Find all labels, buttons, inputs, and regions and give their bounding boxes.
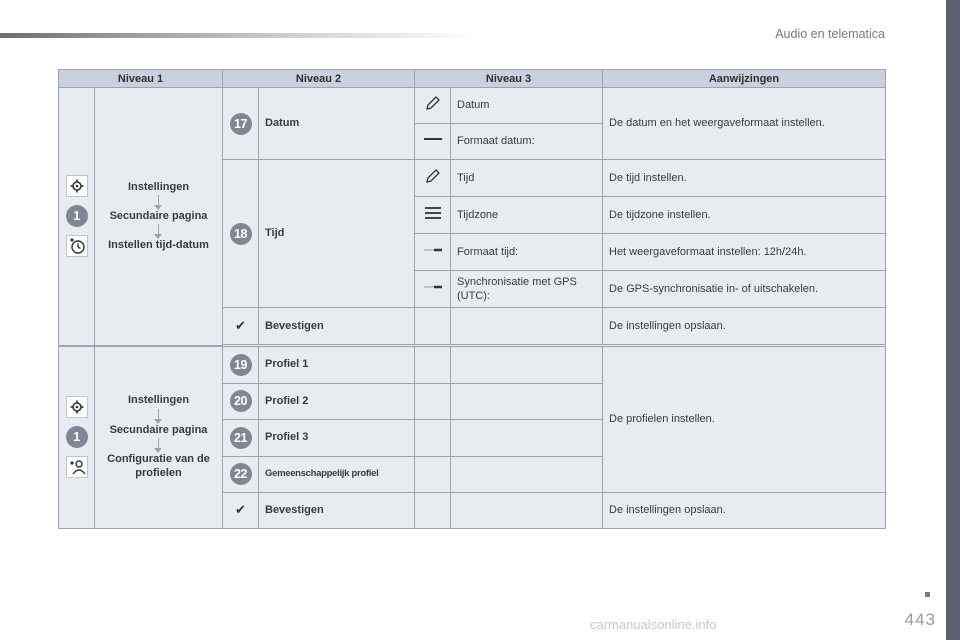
step-badge: 20 — [230, 390, 252, 412]
empty-cell — [415, 308, 451, 345]
step-number-cell — [223, 308, 259, 345]
hint-text: De instellingen opslaan. — [603, 308, 886, 345]
level2-label: Profiel 1 — [259, 346, 415, 383]
table-row — [59, 88, 886, 124]
menu-set-time-date: Instellen tijd-datum — [108, 239, 209, 252]
table-row — [59, 346, 886, 383]
hint-text: De datum en het weergaveformaat instellen. — [603, 88, 886, 160]
section-title: Audio en telematica — [775, 27, 885, 41]
empty-cell — [415, 492, 451, 528]
step-badge: 21 — [230, 427, 252, 449]
list-icon — [423, 205, 443, 221]
arrow-down-icon — [158, 409, 159, 422]
step-number-cell — [223, 456, 259, 492]
level3-icon-cell — [415, 271, 451, 308]
empty-cell — [415, 383, 451, 419]
level3-icon-cell — [415, 234, 451, 271]
step-number-cell — [223, 492, 259, 528]
empty-cell — [451, 419, 603, 456]
level2-label: Gemeenschappelijk profiel — [259, 456, 415, 492]
hint-text: De instellingen opslaan. — [603, 492, 886, 528]
step-badge: 1 — [66, 205, 88, 227]
column-header-level3: Niveau 3 — [415, 70, 603, 88]
level1-icons-cell — [59, 346, 95, 528]
empty-cell — [451, 346, 603, 383]
level2-label: Tijd — [259, 160, 415, 308]
menu-profile-configuration: Configuratie van de profielen — [107, 453, 210, 480]
line-icon — [422, 134, 444, 144]
column-header-notes: Aanwijzingen — [603, 70, 886, 88]
level3-label: Synchronisatie met GPS (UTC): — [451, 271, 603, 308]
step-number-cell — [223, 419, 259, 456]
level3-icon-cell — [415, 88, 451, 124]
level2-label: Bevestigen — [259, 308, 415, 345]
level3-label: Formaat datum: — [451, 124, 603, 160]
level3-label: Formaat tijd: — [451, 234, 603, 271]
empty-cell — [415, 419, 451, 456]
step-number-cell — [223, 88, 259, 160]
step-badge: 19 — [230, 354, 252, 376]
step-badge: 17 — [230, 113, 252, 135]
pencil-icon — [424, 167, 442, 185]
level2-label: Profiel 2 — [259, 383, 415, 419]
hint-text: De profielen instellen. — [603, 346, 886, 492]
clock-settings-icon — [66, 235, 88, 257]
hint-text: De GPS-synchronisatie in- of uitschakelen. — [603, 271, 886, 308]
table-header-row — [59, 70, 886, 88]
profile-settings-icon — [66, 456, 88, 478]
step-badge: 22 — [230, 463, 252, 485]
level1-menu-cell — [95, 346, 223, 528]
watermark: carmanualsonline.info — [590, 617, 717, 632]
column-header-level1: Niveau 1 — [59, 70, 223, 88]
column-header-level2: Niveau 2 — [223, 70, 415, 88]
menu-settings: Instellingen — [127, 394, 190, 407]
arrow-down-icon — [158, 195, 159, 208]
side-band — [946, 0, 960, 640]
level3-label: Datum — [451, 88, 603, 124]
level2-label: Profiel 3 — [259, 419, 415, 456]
toggle-icon — [422, 282, 444, 292]
toggle-icon — [422, 245, 444, 255]
menu-secondary-page: Secundaire pagina — [109, 423, 208, 436]
level3-label: Tijd — [451, 160, 603, 197]
gear-icon — [66, 175, 88, 197]
arrow-down-icon — [158, 438, 159, 451]
level2-label: Bevestigen — [259, 492, 415, 528]
checkmark-icon: ✔ — [235, 317, 246, 333]
step-badge: 18 — [230, 223, 252, 245]
step-number-cell — [223, 383, 259, 419]
menu-settings: Instellingen — [127, 180, 190, 193]
step-badge: 1 — [66, 426, 88, 448]
empty-cell — [451, 492, 603, 528]
hint-text: Het weergaveformaat instellen: 12h/24h. — [603, 234, 886, 271]
empty-cell — [451, 308, 603, 345]
level2-label: Datum — [259, 88, 415, 160]
level3-icon-cell — [415, 160, 451, 197]
level3-icon-cell — [415, 197, 451, 234]
gear-icon — [66, 396, 88, 418]
header-bar — [0, 33, 480, 38]
hint-text: De tijd instellen. — [603, 160, 886, 197]
arrow-down-icon — [158, 224, 159, 237]
step-number-cell — [223, 346, 259, 383]
page-number: 443 — [904, 610, 936, 629]
level3-icon-cell — [415, 124, 451, 160]
pencil-icon — [424, 94, 442, 112]
level3-label: Tijdzone — [451, 197, 603, 234]
menu-secondary-page: Secundaire pagina — [109, 210, 208, 223]
settings-table — [58, 69, 886, 529]
page-dot — [925, 592, 930, 597]
level1-icons-cell — [59, 88, 95, 346]
level1-menu-cell — [95, 88, 223, 346]
empty-cell — [451, 383, 603, 419]
step-number-cell — [223, 160, 259, 308]
empty-cell — [415, 456, 451, 492]
empty-cell — [451, 456, 603, 492]
hint-text: De tijdzone instellen. — [603, 197, 886, 234]
checkmark-icon: ✔ — [235, 501, 246, 517]
empty-cell — [415, 346, 451, 383]
